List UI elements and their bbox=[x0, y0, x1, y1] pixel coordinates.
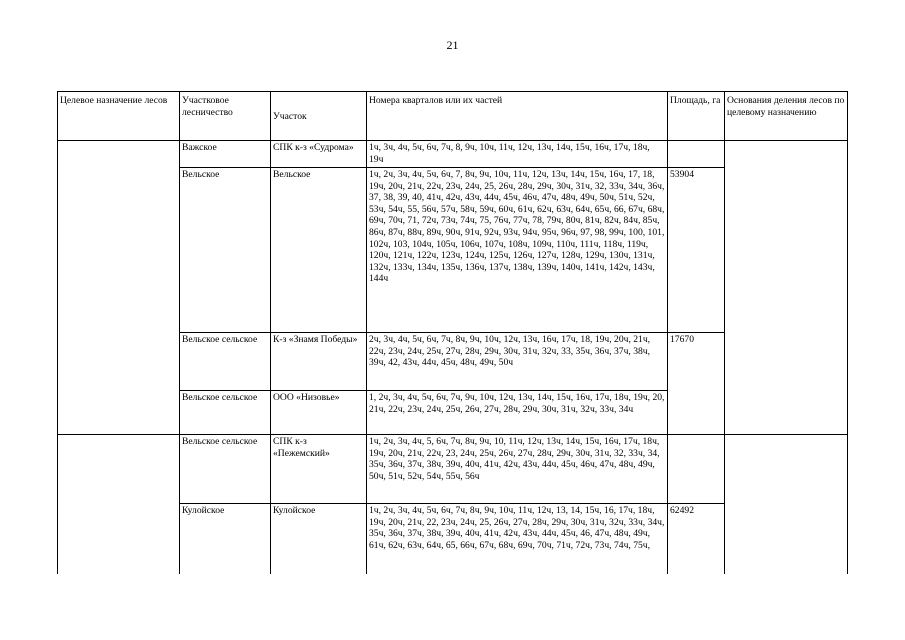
area-cell: 62492 bbox=[668, 504, 725, 574]
site-cell: К-з «Знамя Победы» bbox=[271, 333, 367, 391]
quarters-cell: 1ч, 2ч, 3ч, 4ч, 5ч, 6ч, 7ч, 8ч, 9ч, 10ч, 11ч, 12ч, 13, 14, 15ч, 16, 17ч, 18ч, 19ч, 20ч, 21ч, 22, 23ч, 24ч, 25, 26ч, 27ч, 28ч, 29ч, 30ч, 31ч, 32ч, 33ч, 34ч, 35ч, 36ч, 37ч, 38ч, 39ч, 40ч, 41ч, 42ч, 43ч, 44ч, 45ч, 46, 47ч, 48ч, 49ч, 61ч, 62ч, 63ч, 64ч, 65, 66ч, 67ч, 68ч, 69ч, 70ч, 71ч, 72ч, 73ч, 74ч, 75ч, bbox=[367, 504, 668, 574]
purpose-cell bbox=[58, 435, 180, 574]
district-cell: Вельское сельское bbox=[180, 391, 271, 435]
quarters-cell: 1ч, 2ч, 3ч, 4ч, 5ч, 6ч, 7, 8ч, 9ч, 10ч, 11ч, 12ч, 13ч, 14ч, 15ч, 16ч, 17, 18, 19ч, 20ч, 21ч, 22ч, 23ч, 24ч, 25, 26ч, 28ч, 29ч, 30ч, 31ч, 32, 33ч, 34ч, 36ч, 37, 38, 39, 40, 41ч, 42ч, 43ч, 44ч, 45ч, 46ч, 47ч, 48ч, 49ч, 50ч, 51ч, 52ч, 53ч, 54ч, 55, 56ч, 57ч, 58ч, 59ч, 60ч, 61ч, 62ч, 63ч, 64ч, 65ч, 66, 67ч, 68ч, 69ч, 70ч, 71, 72ч, 73ч, 74ч, 75, 76ч, 77ч, 78, 79ч, 80ч, 81ч, 82ч, 84ч, 85ч, 86ч, 87ч, 88ч, 89ч, 90ч, 91ч, 92ч, 93ч, 94ч, 95ч, 96ч, 97, 98, 99ч, 100, 101, 102ч, 103, 104ч, 105ч, 106ч, 107ч, 108ч, 109ч, 110ч, 111ч, 118ч, 119ч, 120ч, 121ч, 122ч, 123ч, 124ч, 125ч, 126ч, 127ч, 128ч, 129ч, 130ч, 131ч, 132ч, 133ч, 134ч, 135ч, 136ч, 137ч, 138ч, 139ч, 140ч, 141ч, 142ч, 143ч, 144ч bbox=[367, 168, 668, 333]
header-area: Площадь, га bbox=[668, 92, 725, 141]
quarters-cell: 1, 2ч, 3ч, 4ч, 5ч, 6ч, 7ч, 9ч, 10ч, 12ч, 13ч, 14ч, 15ч, 16ч, 17ч, 18ч, 19ч, 20, 21ч, 22ч, 23ч, 24ч, 25ч, 26ч, 27ч, 28ч, 29ч, 30ч, 31ч, 32ч, 33ч, 34ч bbox=[367, 391, 668, 435]
table-row bbox=[58, 141, 848, 168]
table-row bbox=[58, 435, 848, 504]
basis-cell bbox=[725, 141, 848, 435]
purpose-cell bbox=[58, 141, 180, 435]
district-cell: Важское bbox=[180, 141, 271, 168]
quarters-cell: 2ч, 3ч, 4ч, 5ч, 6ч, 7ч, 8ч, 9ч, 10ч, 12ч, 13ч, 16ч, 17ч, 18, 19ч, 20ч, 21ч, 22ч, 23ч, 24ч, 25ч, 27ч, 28ч, 29ч, 30ч, 31ч, 32ч, 33, 35ч, 36ч, 37ч, 38ч, 39ч, 42, 43ч, 44ч, 45ч, 48ч, 49ч, 50ч bbox=[367, 333, 668, 391]
site-cell: ООО «Низовье» bbox=[271, 391, 367, 435]
forest-purpose-table bbox=[57, 91, 848, 574]
site-cell: СПК к-з «Судрома» bbox=[271, 141, 367, 168]
area-cell: 17670 bbox=[668, 333, 725, 435]
quarters-cell: 1ч, 3ч, 4ч, 5ч, 6ч, 7ч, 8, 9ч, 10ч, 11ч, 12ч, 13ч, 14ч, 15ч, 16ч, 17ч, 18ч, 19ч bbox=[367, 141, 668, 168]
table-header-row bbox=[58, 92, 848, 141]
header-quarters: Номера кварталов или их частей bbox=[367, 92, 668, 141]
quarters-cell: 1ч, 2ч, 3ч, 4ч, 5, 6ч, 7ч, 8ч, 9ч, 10, 11ч, 12ч, 13ч, 14ч, 15ч, 16ч, 17ч, 18ч, 19ч, 20ч, 21ч, 22ч, 23, 24ч, 25ч, 26ч, 27ч, 28ч, 29ч, 30ч, 31ч, 32, 33ч, 34, 35ч, 36ч, 37ч, 38ч, 39ч, 40ч, 41ч, 42ч, 43ч, 44ч, 45ч, 46ч, 47ч, 48ч, 49ч, 50ч, 51ч, 52ч, 54ч, 55ч, 56ч bbox=[367, 435, 668, 504]
district-cell: Вельское сельское bbox=[180, 435, 271, 504]
site-cell: Вельское bbox=[271, 168, 367, 333]
area-cell: 53904 bbox=[668, 168, 725, 333]
area-cell bbox=[668, 435, 725, 504]
district-cell: Кулойское bbox=[180, 504, 271, 574]
page-number: 21 bbox=[446, 38, 459, 52]
header-purpose: Целевое назначение лесов bbox=[58, 92, 180, 141]
district-cell: Вельское bbox=[180, 168, 271, 333]
header-district: Участковое лесничество bbox=[180, 92, 271, 141]
header-basis: Основания деления лесов по целевому назначению bbox=[725, 92, 848, 141]
header-site: Участок bbox=[271, 92, 367, 141]
district-cell: Вельское сельское bbox=[180, 333, 271, 391]
site-cell: Кулойское bbox=[271, 504, 367, 574]
site-cell: СПК к-з «Пежемский» bbox=[271, 435, 367, 504]
area-cell bbox=[668, 141, 725, 168]
basis-cell bbox=[725, 435, 848, 574]
